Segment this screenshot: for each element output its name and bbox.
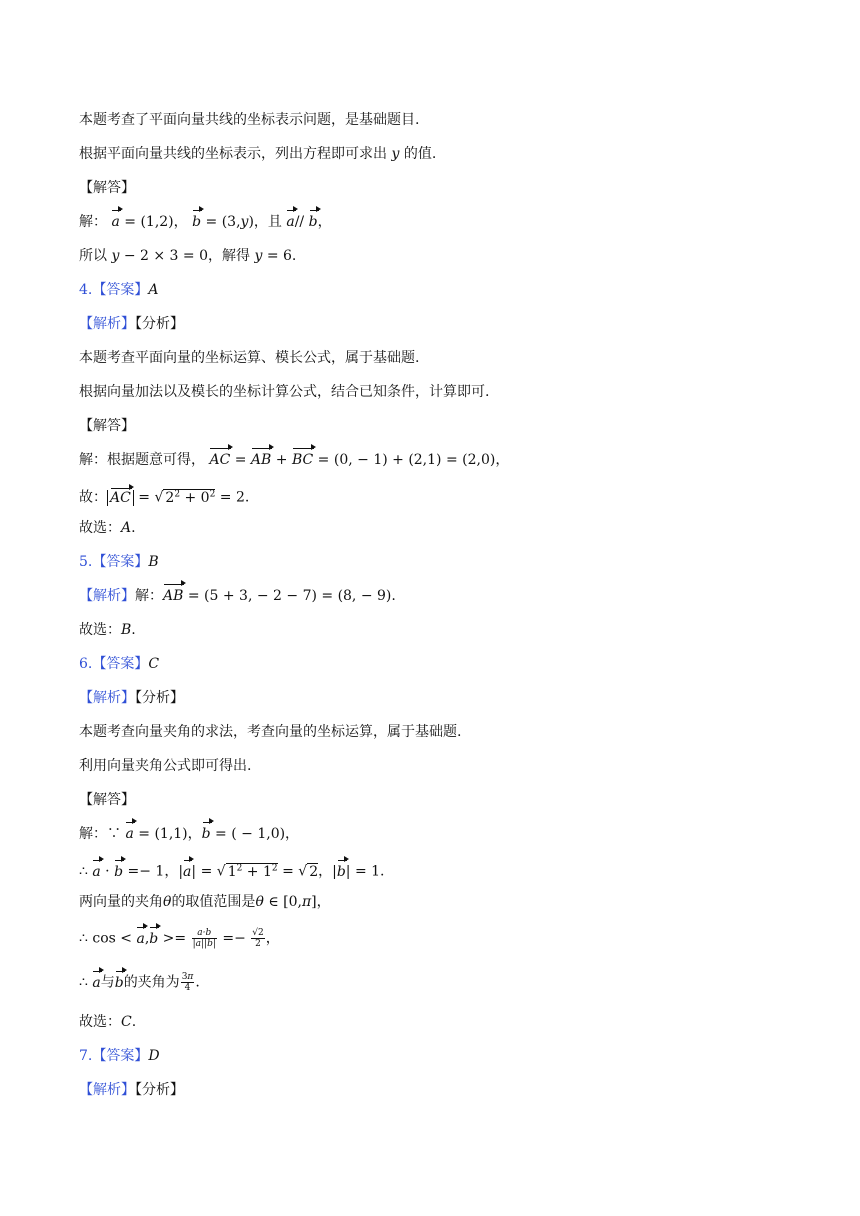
math-line: ∴ cos < a,b >= $\frac{a\cdot b}{|a||b|}$ =− $\frac{√2}{2}$ ， — [79, 928, 280, 949]
answer-heading: 5.【答案】B — [79, 554, 159, 570]
answer-heading: 6.【答案】C — [79, 656, 160, 672]
text-line: 本题考查向量夹角的求法，考查向量的坐标运算，属于基础题. — [79, 724, 462, 740]
math-line: 所以 y − 2 × 3 = 0，解得 y = 6. — [79, 248, 297, 264]
section-label: 【解答】 — [79, 180, 135, 196]
math-line: ∴ a · b =− 1，|a| = √ $1^2 + 1^2$ = √ 2，|b| = 1. — [79, 863, 385, 880]
math-line: ∴ a与b的夹角为 $\frac{3\pi}{4}$ . — [79, 972, 200, 993]
analysis-heading: 【解析】【分析】 — [79, 316, 184, 332]
text-line: 故选：A. — [79, 520, 136, 536]
math-line: 解：∵ a = (1,1)，b = ( − 1,0)， — [79, 826, 300, 842]
text-line: 利用向量夹角公式即可得出. — [79, 758, 252, 774]
analysis-heading: 【解析】【分析】 — [79, 690, 184, 706]
answer-heading: 7.【答案】D — [79, 1048, 160, 1064]
analysis-heading: 【解析】【分析】 — [79, 1082, 184, 1098]
math-line: 解：根据题意可得， AC = AB + BC = (0, − 1) + (2,1) = (2,0)， — [79, 452, 510, 468]
text-line: 故选：C. — [79, 1014, 137, 1030]
text-line: 本题考查了平面向量共线的坐标表示问题，是基础题目. — [79, 112, 420, 128]
math-line: 故： AC = √ $2^2 + 0^2 = 2$. — [79, 489, 250, 506]
text-line: 根据平面向量共线的坐标表示，列出方程即可求出 y 的值. — [79, 146, 437, 162]
text-line: 故选：B. — [79, 622, 136, 638]
math-line: 解： a = (1,2)， b = (3,y)，且 a// b， — [79, 214, 332, 230]
section-label: 【解答】 — [79, 792, 135, 808]
text-line: 本题考查平面向量的坐标运算、模长公式，属于基础题. — [79, 350, 420, 366]
text-line: 根据向量加法以及模长的坐标计算公式，结合已知条件，计算即可. — [79, 384, 490, 400]
math-line: 【解析】解：AB = (5 + 3, − 2 − 7) = (8, − 9). — [79, 588, 396, 604]
section-label: 【解答】 — [79, 418, 135, 434]
answer-heading: 4.【答案】A — [79, 282, 159, 298]
math-line: 两向量的夹角θ的取值范围是θ ∈ [0,π]， — [79, 894, 331, 910]
